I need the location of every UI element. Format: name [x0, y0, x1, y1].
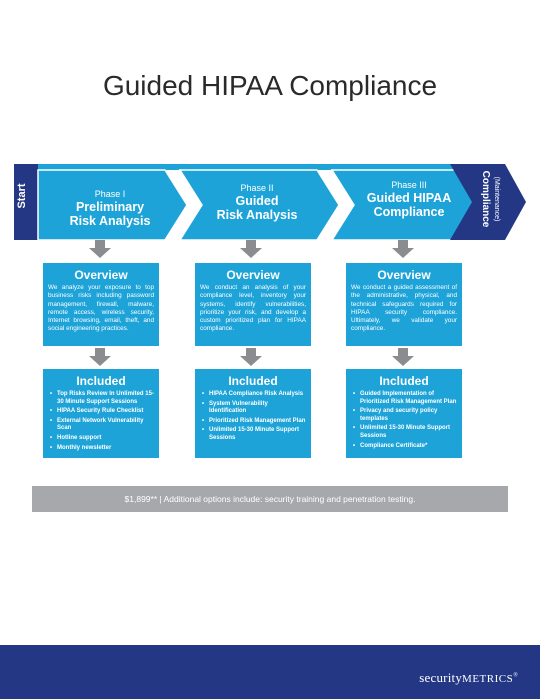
overview-text: We analyze your exposure to top business risks including password management, firewall, malware, remote access, wireless security, Internet browsing, email, theft, and social engineering practices.: [48, 284, 154, 333]
included-heading: Included: [76, 374, 126, 388]
flow-top-bar: [20, 164, 476, 170]
overview-heading: Overview: [377, 268, 431, 282]
phase-2-included: [195, 369, 311, 458]
compliance-label: [474, 169, 502, 229]
logo-part1: security: [419, 670, 463, 685]
phase-label: Phase I: [94, 189, 126, 199]
included-heading: Included: [379, 374, 429, 388]
down-arrow-icon: [89, 240, 111, 258]
included-item: • System Vulnerability Identification: [209, 401, 306, 416]
phase-name-line2: Risk Analysis: [69, 214, 151, 228]
included-item: • HIPAA Security Rule Checklist: [57, 408, 154, 416]
down-arrow-icon: [240, 348, 262, 366]
included-item: • Unlimited 15-30 Minute Support Sessions: [209, 427, 306, 442]
included-item: • Prioritized Risk Management Plan: [209, 418, 306, 426]
overview-heading: Overview: [74, 268, 128, 282]
pricing-bar: $1,899** | Additional options include: security training and penetration testing.: [32, 486, 508, 512]
down-arrow-icon: [392, 348, 414, 366]
phase-3-overview: [346, 263, 462, 346]
start-label: Start: [16, 183, 28, 209]
phase-name-line2: Risk Analysis: [216, 208, 298, 222]
included-item: • Compliance Certificate*: [360, 443, 457, 451]
logo-mark: ®: [513, 672, 518, 679]
included-item: • Privacy and security policy templates: [360, 408, 457, 423]
overview-text: We conduct an analysis of your compliance level, inventory your systems, identify vulnerabilities, prioritize your risk, and develop a custom prioritized plan for HIPAA compliance.: [200, 284, 306, 333]
phase-name-line2: Compliance: [373, 205, 445, 219]
included-item: • Guided Implementation of Prioritized Risk Management Plan: [360, 391, 457, 406]
phase-2-heading: [192, 183, 322, 222]
phase-3-heading: [344, 180, 474, 219]
securitymetrics-logo: [419, 670, 518, 686]
down-arrow-icon: [240, 240, 262, 258]
down-arrow-icon: [392, 240, 414, 258]
included-item: • External Network Vulnerability Scan: [57, 418, 154, 433]
included-item: • Unlimited 15-30 Minute Support Sessions: [360, 425, 457, 440]
overview-text: We conduct a guided assessment of the administrative, physical, and technical safeguards required for HIPAA security compliance. Ultimately, we validate your compliance.: [351, 284, 457, 333]
phase-label: Phase III: [391, 180, 427, 190]
footer-bar: [0, 645, 540, 699]
maintenance-note: (Maintenance): [493, 176, 500, 222]
overview-heading: Overview: [226, 268, 280, 282]
compliance-title: Compliance: [480, 170, 491, 228]
phase-1-overview: [43, 263, 159, 346]
phase-label: Phase II: [240, 183, 274, 193]
logo-part2: METRICS: [462, 673, 514, 685]
included-heading: Included: [228, 374, 278, 388]
down-arrow-icon: [89, 348, 111, 366]
included-list: [351, 391, 457, 450]
page-title: Guided HIPAA Compliance: [102, 70, 438, 101]
phase-name-line1: Preliminary: [75, 200, 145, 214]
included-item: • Hotline support: [57, 435, 154, 443]
phase-1-heading: [45, 189, 175, 228]
included-list: [200, 391, 306, 443]
included-item: • HIPAA Compliance Risk Analysis: [209, 391, 306, 399]
phase-2-overview: [195, 263, 311, 346]
phase-name-line1: Guided: [235, 194, 279, 208]
phase-1-included: [43, 369, 159, 458]
phase-name-line1: Guided HIPAA: [366, 191, 452, 205]
included-item: • Top Risks Review In Unlimited 15-30 Minute Support Sessions: [57, 391, 154, 406]
included-list: [48, 391, 154, 452]
phase-3-included: [346, 369, 462, 458]
included-item: • Monthly newsletter: [57, 445, 154, 453]
